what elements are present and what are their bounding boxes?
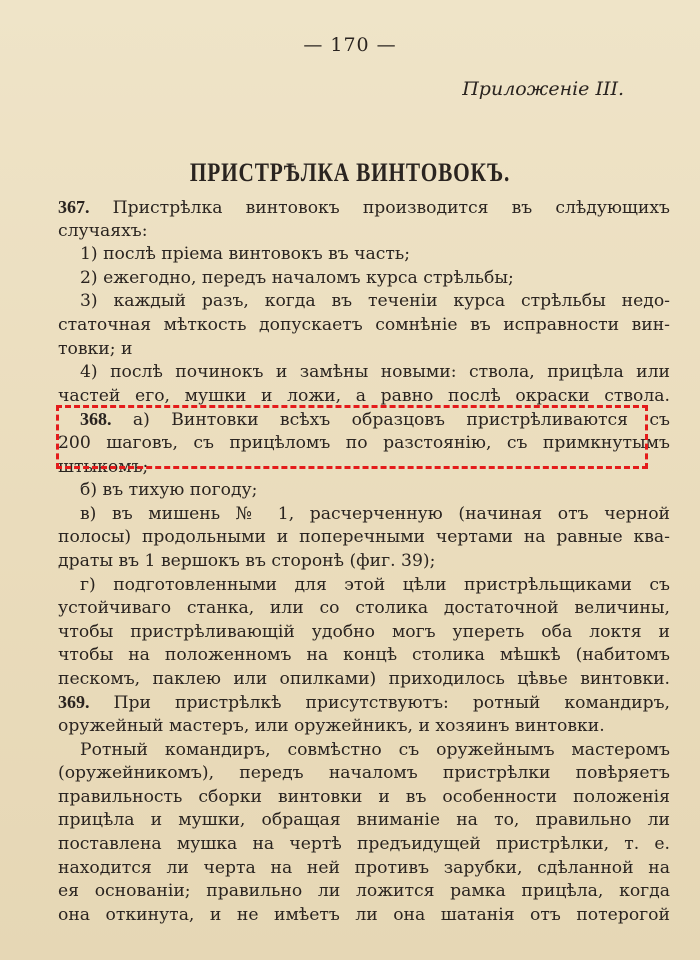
line-text: 4) послѣ починокъ и замѣны новыми: ствола, прицѣла или: [80, 362, 670, 383]
line-text: При пристрѣлкѣ присутствуютъ: ротный командиръ,: [89, 693, 670, 714]
line-text: оружейный мастеръ, или оружейникъ, и хозяинъ винтовки.: [58, 716, 605, 737]
line-text: чтобы на положенномъ на концѣ столика мѣшкѣ (набитомъ: [58, 645, 670, 666]
line-text: правильность сборки винтовки и въ особенности положенiя: [58, 786, 670, 807]
paragraph-number: 367.: [58, 197, 90, 217]
line-text: (оружейникомъ), передъ началомъ пристрѣлки повѣряетъ: [58, 763, 670, 784]
line-text: штыкомъ;: [58, 456, 149, 477]
text-line: [58, 644, 670, 668]
line-text: пескомъ, паклею или опилками) приходилось цѣвье винтовки.: [58, 668, 670, 689]
line-text: 200 шаговъ, съ прицѣломъ по разстоянiю, съ примкнутымъ: [58, 432, 670, 453]
section-title: ПРИСТРѢЛКА ВИНТОВОКЪ.: [189, 158, 511, 187]
line-text: б) въ тихую погоду;: [80, 480, 258, 501]
text-line: [58, 833, 670, 857]
text-line: [58, 267, 670, 291]
line-text: 3) каждый разъ, когда въ теченiи курса стрѣльбы недо-: [80, 291, 670, 312]
line-text: Пристрѣлка винтовокъ производится въ слѣдующихъ: [89, 198, 670, 218]
line-text: в) въ мишень № 1, расчерченную (начиная отъ черной: [80, 503, 670, 524]
line-text: г) подготовленными для этой цѣли пристрѣльщиками съ: [80, 574, 670, 595]
text-line: [58, 196, 670, 220]
paragraph-number: 368.: [80, 409, 112, 430]
text-line: [58, 762, 670, 786]
line-text: Ротный командиръ, совмѣстно съ оружейнымъ мастеромъ: [80, 739, 670, 760]
text-line: [58, 526, 670, 550]
line-text: чтобы пристрѣливающiй удобно могъ упереть оба локтя и: [58, 621, 670, 642]
text-line: [58, 691, 670, 715]
text-line: [58, 361, 670, 385]
text-line: [58, 904, 670, 928]
text-line: [58, 739, 670, 763]
line-text: драты въ 1 вершокъ въ сторонѣ (фиг. 39);: [58, 550, 436, 571]
text-line: [58, 621, 670, 645]
text-line: [58, 715, 670, 739]
line-text: товки; и: [58, 338, 133, 359]
text-line: [58, 809, 670, 833]
line-text: полосы) продольными и поперечными чертами на равные ква-: [58, 527, 670, 548]
paragraph-number: 369.: [58, 692, 90, 713]
line-text: устойчиваго станка, или со столика достаточной величины,: [58, 598, 670, 619]
text-line: [58, 668, 670, 692]
line-text: частей его, мушки и ложи, а равно послѣ окраски ствола.: [58, 385, 670, 406]
text-line: [58, 503, 670, 527]
text-line: [58, 432, 670, 456]
text-line: [58, 880, 670, 904]
text-line: [58, 385, 670, 409]
text-line: [58, 786, 670, 810]
line-text: 2) ежегодно, передъ началомъ курса стрѣльбы;: [80, 267, 514, 288]
line-text: находится ли черта на ней противъ зарубки, сдѣланной на: [58, 857, 670, 878]
line-text: она откинута, и не имѣетъ ли она шатанiя отъ потерогой: [58, 904, 670, 925]
line-text: ея основанiи; правильно ли ложится рамка прицѣла, когда: [58, 881, 670, 902]
text-line: [58, 243, 670, 267]
line-text: 1) послѣ прiема винтовокъ въ часть;: [80, 244, 411, 265]
text-line: [58, 290, 670, 314]
text-line: [58, 220, 670, 244]
text-line: [58, 314, 670, 338]
line-text: случаяхъ:: [58, 220, 148, 241]
text-line: [58, 456, 670, 480]
line-text: статочная мѣткость допускаетъ сомнѣнiе въ исправности вин-: [58, 314, 670, 335]
body-text: [58, 196, 670, 927]
line-text: а) Винтовки всѣхъ образцовъ пристрѣливаются съ: [111, 410, 670, 431]
text-line: [58, 479, 670, 503]
text-line: [58, 597, 670, 621]
appendix-label: Приложенie III.: [462, 78, 624, 100]
text-line: [58, 857, 670, 881]
line-text: поставлена мушка на чертѣ предъидущей пристрѣлки, т. е.: [58, 834, 670, 855]
text-line: [58, 408, 670, 432]
line-text: прицѣла и мушки, обращая вниманiе на то, правильно ли: [58, 810, 670, 831]
text-line: [58, 338, 670, 362]
page-number: — 170 —: [303, 34, 397, 56]
text-line: [58, 550, 670, 574]
text-line: [58, 574, 670, 598]
